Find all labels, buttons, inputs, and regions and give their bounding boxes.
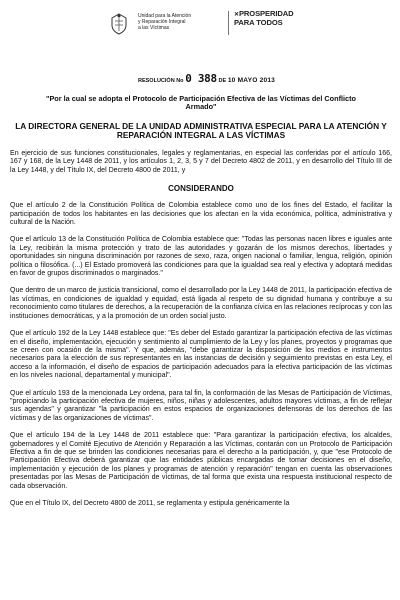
prosperidad-line-2: PARA TODOS (234, 18, 283, 27)
paragraph: Que en el Título IX, del Decreto 4800 de 2011, se reglamenta y estipula genéricamente la (10, 500, 290, 507)
agency-name-line-1: Unidad para la Atención (138, 13, 192, 19)
prosperidad-line-1: PROSPERIDAD (238, 9, 294, 18)
preamble-paragraph: En ejercicio de sus funciones constitucionales, legales y reglamentarias, en especial las conferidas por el artículo 166, 167 y 168, de la Ley 1448 de 2011, y los artículos 1, 2, 3, 5 y 7 del Decreto 4802 de 2011, y en desarrollo del Título III de la Ley 1448, y del Título IX, del Decreto 4800 de 2011, y (10, 150, 392, 174)
paragraph: Que el artículo 193 de la mencionada Ley ordena, para tal fin, la conformación de las Mesas de Participación de Víctimas, "propiciando la participación efectiva de mujeres, niños, niñas y adolescentes, adultos mayores víctimas, a fin de reflejar sus agendas" y garantizar "la participación en estos espacios de organizaciones defensoras de los derechos de las víctimas y de las organizaciones de víctimas". (10, 389, 392, 422)
paragraph: Que el artículo 192 de la Ley 1448 establece que: "Es deber del Estado garantizar la participación efectiva de las víctimas en el diseño, implementación, ejecución y sentimiento al cumplimiento de la Ley y los planes, proyectos y programas que se creen con ocasión de la misma". Y que, además, "debe garantizar la disposición de los medios e instrumentos necesarios para la elección de sus representantes en las instancias de decisión y seguimiento previstas en esta Ley, el acceso a la información, el diseño de espacios de participación adecuados para la efectiva participación de las víctimas en los niveles nacional, departamental y municipal". (10, 330, 392, 380)
resolution-number: 0 388 (185, 72, 217, 85)
agency-name-line-3: a las Víctimas (138, 25, 170, 31)
resolution-de: DE (218, 78, 227, 84)
prosperidad-logo (234, 10, 314, 27)
paragraph: Que el artículo 2 de la Constitución Política de Colombia establece como uno de los fines del Estado, el facilitar la participación de todos los habitantes en las decisiones que los afectan en la vida económica, política, administrativa y cultural de la Nación. (10, 202, 392, 227)
star-icon: ✕ (234, 12, 239, 18)
issuing-authority: LA DIRECTORA GENERAL DE LA UNIDAD ADMINISTRATIVA ESPECIAL PARA LA ATENCIÓN Y REPARACIÓN INTEGRAL A LAS VÍCTIMAS (15, 120, 387, 141)
resolution-label: RESOLUCIÓN No (138, 78, 184, 84)
resolution-line (138, 73, 318, 85)
paragraph: Que el artículo 194 de la Ley 1448 de 2011 establece que: "Para garantizar la participación efectiva, los alcaldes, gobernadores y el Comité Ejecutivo de Atención y Reparación a las Víctimas, contarán con un Protocolo de Participación Efectiva a fin de que se brinden las condiciones necesarias para el derecho a la participación, y, que "ese Protocolo de Participación Efectiva deberá garantizar que las entidades públicas encargadas de tomar decisiones en el diseño, implementación y ejecución de los planes y programas de atención y reparación" tengan en cuenta las observaciones presentadas por las Mesas de Participación de víctimas, de tal forma que exista una respuesta institucional respecto de cada observación. (10, 432, 392, 490)
document-title: "Por la cual se adopta el Protocolo de Participación Efectiva de las Víctimas del Conflicto Armado" (45, 94, 357, 112)
document-body (10, 95, 392, 508)
paragraph: Que dentro de un marco de justicia transicional, como el desarrollado por la Ley 1448 de 2011, la participación efectiva de las víctimas, en condiciones de igualdad y equidad, está ligada al respeto de su dignidad humana y contribuye a su reconocimiento como titulares de derechos, a la recuperación de la confianza cívica en las relaciones recíprocas y con las instituciones democráticas, y a la promoción de un orden social justo. (10, 287, 392, 320)
coat-of-arms-icon (108, 12, 130, 36)
paragraph: Que el artículo 13 de la Constitución Política de Colombia establece que: "Todas las personas nacen libres e iguales ante la Ley, recibirán la misma protección y trato de las autoridades y gozarán de los mismos derechos, libertades y oportunidades sin ninguna discriminación por razones de sexo, raza, origen nacional o familiar, lengua, religión, opinión política o filosófica. (...) El Estado promoverá las condiciones para que la igualdad sea real y efectiva y adoptará medidas en favor de grupos discriminados o marginados." (10, 236, 392, 278)
resolution-date: 10 MAYO 2013 (227, 77, 276, 84)
agency-name-line-2: y Reparación Integral (138, 19, 186, 25)
letterhead (0, 0, 400, 60)
agency-logo-text (138, 13, 228, 31)
logo-divider (228, 11, 229, 35)
considerando-heading: CONSIDERANDO (168, 184, 234, 194)
